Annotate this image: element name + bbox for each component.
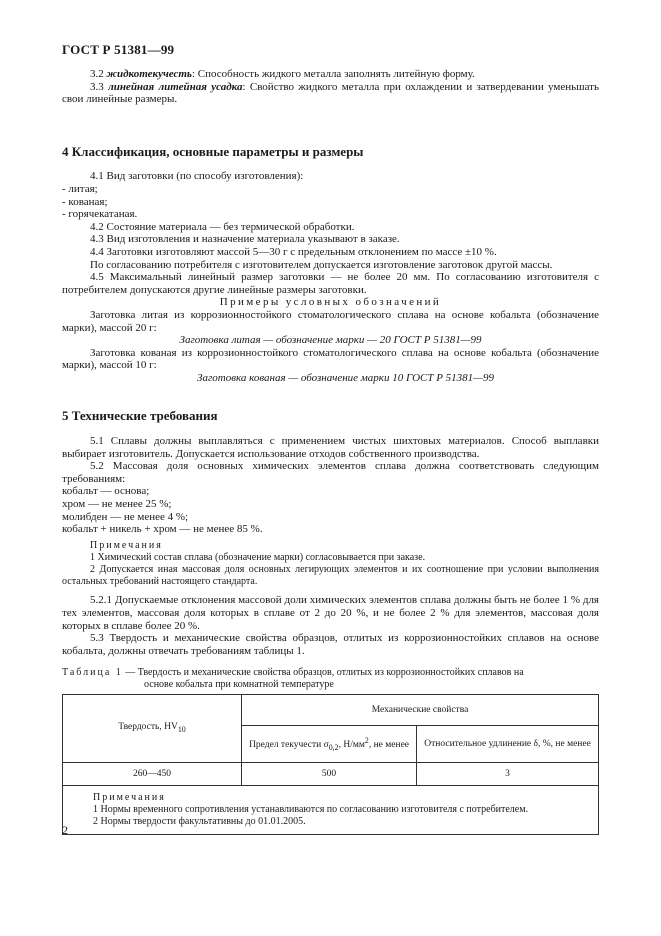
- cell-hardness: 260—450: [63, 763, 242, 786]
- paragraph-4-3: 4.3 Вид изготовления и назначение материала указывают в заказе.: [90, 233, 400, 246]
- header-yield-strength: Предел текучести $\sigma_{0,2}$, $Н/мм^2$, не менее: [242, 726, 417, 763]
- requirement-item: молибден — не менее 4 %;: [62, 510, 189, 523]
- header-elongation: Относительное удлинение δ, %, не менее: [417, 726, 599, 763]
- table-1: [62, 694, 599, 835]
- note-2: 2 Допускается иная массовая доля основных легирующих элементов и их соотношение при условии выполнения остальных требований настоящего стандарта.: [62, 564, 599, 588]
- notes-title: Примечания: [90, 539, 163, 551]
- paragraph-4-4-cont: По согласованию потребителя с изготовителем допускается изготовление заготовок другой массы.: [90, 258, 553, 271]
- cell-elongation: 3: [417, 763, 599, 786]
- table-note-1: 1 Нормы временного сопротивления устанавливаются по согласованию изготовителя с потребителем.: [93, 804, 529, 816]
- header-hardness: Твердость, $HV_{10}$: [63, 695, 242, 763]
- example-2-text: Заготовка кованая из коррозионностойкого стоматологического сплава на основе кобальта (обозначение марки), массой 10 г:: [62, 346, 599, 372]
- section-5-heading: 5 Технические требования: [62, 408, 218, 424]
- clause-number: 3.3: [90, 80, 104, 93]
- term-definition: : Свойство жидкого металла при охлаждении и затвердевании уменьшать свои линейные размеры.: [62, 80, 600, 106]
- table-1-caption: [62, 667, 599, 690]
- paragraph-5-2-1: 5.2.1 Допускаемые отклонения массовой доли химических элементов сплава должны быть не более 1 % для тех элементов, массовая доля которых в сплаве от 2 до 20 %, и не более 2 % для элементов, массовая доля которых в сплаве более 20 %.: [62, 594, 599, 632]
- list-item: - кованая;: [62, 195, 108, 208]
- term: жидкотекучесть: [106, 68, 192, 80]
- paragraph-4-1: 4.1 Вид заготовки (по способу изготовления):: [90, 170, 304, 183]
- example-2-designation: Заготовка кованая — обозначение марки 10 ГОСТ Р 51381—99: [197, 371, 494, 384]
- table-note-2: 2 Нормы твердости факультативны до 01.01.2005.: [93, 816, 306, 828]
- section-4-heading: 4 Классификация, основные параметры и размеры: [62, 143, 364, 159]
- term: линейная литейная усадка: [108, 80, 243, 93]
- table-label: Таблица 1: [62, 667, 123, 679]
- requirement-item: кобальт — основа;: [62, 485, 150, 498]
- paragraph-3-3: [62, 81, 599, 106]
- page-number: 2: [62, 823, 68, 837]
- header-mechanical-properties: Механические свойства: [242, 695, 599, 726]
- term-definition: : Способность жидкого металла заполнять литейную форму.: [191, 68, 475, 80]
- document-code: ГОСТ Р 51381—99: [62, 42, 175, 57]
- requirement-item: хром — не менее 25 %;: [62, 498, 172, 511]
- paragraph-4-4: 4.4 Заготовки изготовляют массой 5—30 г с предельным отклонением по массе ±10 %.: [90, 245, 497, 258]
- table-notes: [63, 786, 599, 835]
- caption-text: — Твердость и механические свойства образцов, отлитых из коррозионностойких сплавов на: [122, 667, 524, 679]
- list-item: - литая;: [62, 182, 98, 195]
- paragraph-3-2: [62, 68, 599, 81]
- clause-number: 3.2: [90, 68, 104, 80]
- caption-text-line-2: основе кобальта при комнатной температуре: [144, 678, 334, 690]
- table-notes-title: Примечания: [93, 792, 166, 804]
- example-1-designation: Заготовка литая — обозначение марки — 20 ГОСТ Р 51381—99: [179, 334, 482, 347]
- examples-title: Примеры условных обозначений: [219, 296, 442, 309]
- list-item: - горячекатаная.: [62, 208, 138, 221]
- paragraph-5-2: 5.2 Массовая доля основных химических элементов сплава должна соответствовать следующим требованиям:: [62, 460, 599, 485]
- note-1: 1 Химический состав сплава (обозначение марки) согласовывается при заказе.: [90, 552, 426, 564]
- paragraph-4-5: 4.5 Максимальный линейный размер заготовки — не более 20 мм. По согласованию изготовителя с потребителем допускаются другие линейные размеры заготовки.: [62, 271, 599, 296]
- cell-yield: 500: [242, 763, 417, 786]
- page-content: [62, 68, 599, 835]
- example-1-text: Заготовка литая из коррозионностойкого стоматологического сплава на основе кобальта (обозначение марки), массой 20 г:: [62, 308, 599, 334]
- paragraph-5-1: 5.1 Сплавы должны выплавляться с применением чистых шихтовых материалов. Способ выплавки выбирает изготовитель. Допускается использование отходов собственного производства.: [62, 435, 599, 460]
- paragraph-5-3: 5.3 Твердость и механические свойства образцов, отлитых из коррозионностойких сплавов на основе кобальта, должны отвечать требованиям таблицы 1.: [62, 632, 599, 657]
- paragraph-4-2: 4.2 Состояние материала — без термической обработки.: [90, 220, 355, 233]
- requirement-item: кобальт + никель + хром — не менее 85 %.: [62, 523, 263, 536]
